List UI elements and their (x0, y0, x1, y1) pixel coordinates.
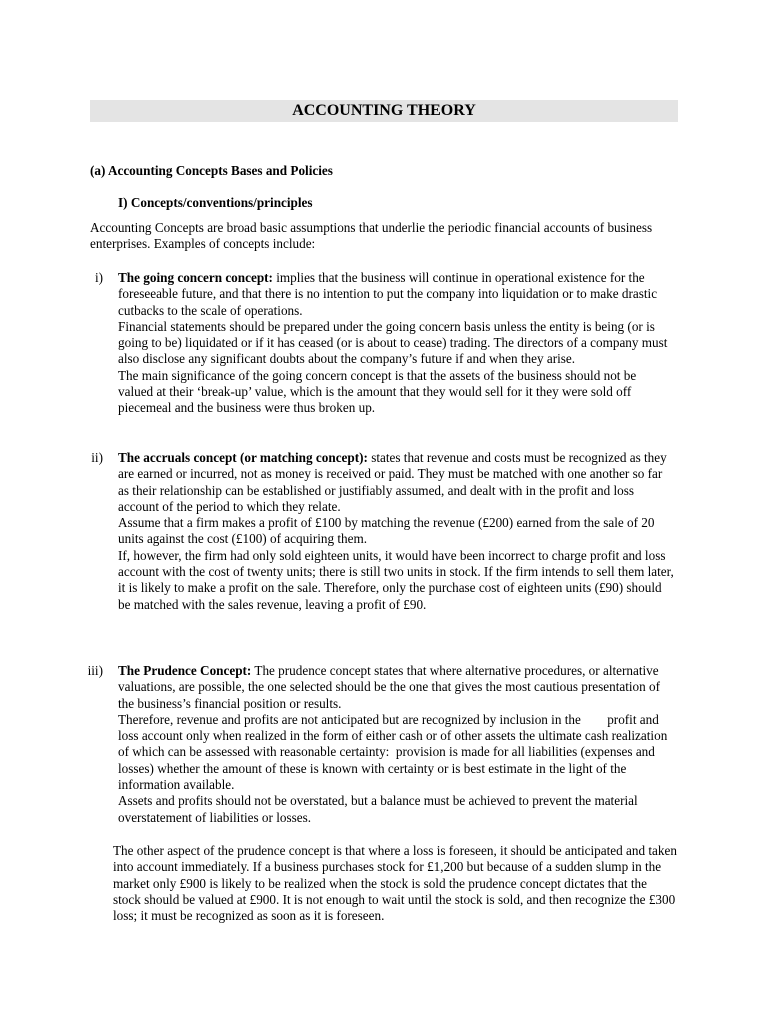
item-body (118, 270, 674, 417)
item-paragraph: If, however, the firm had only sold eighteen units, it would have been incorrect to charge profit and loss account with the cost of twenty units; there is still two units in stock. If the firm intends to sell them later, it is likely to make a profit on the sale. Therefore, only the purchase cost of eighteen units (£90) should be matched with the sales revenue, leaving a profit of £90. (118, 547, 674, 612)
item-number: i) (94, 270, 103, 285)
closing-paragraph: The other aspect of the prudence concept is that where a loss is foreseen, it should be anticipated and taken into account immediately. If a business purchases stock for £1,200 but because of a sudden slump in the market only £900 is likely to be realized when the stock is sold the prudence concept dictates that the stock should be valued at £900. It is not enough to wait until the stock is sold, and then recognize the £300 loss; it must be recognized as soon as it is foreseen. (113, 843, 677, 924)
item-lead-paragraph (118, 663, 674, 712)
item-paragraph: Financial statements should be prepared under the going concern basis unless the entity is being (or is going to be) liquidated or if it has ceased (or is about to cease) trading. The directors of a company must also disclose any significant doubts about the company’s future if and when they arise. (118, 318, 668, 367)
item-term: The going concern concept: (118, 270, 273, 285)
item-paragraph: Assume that a firm makes a profit of £100 by matching the revenue (£200) earned from the sale of 20 units against the cost (£100) of acquiring them. (118, 515, 655, 547)
item-term: The accruals concept (or matching concept): (118, 450, 368, 465)
item-lead-text: The prudence concept states that where alternative procedures, or alternative valuations, are possible, the one selected should be the one that gives the most cautious presentation of the business’s financial position or results. (118, 663, 661, 711)
item-lead-paragraph (118, 450, 674, 515)
item-body (118, 663, 674, 826)
item-number: ii) (91, 450, 103, 465)
section-heading-a: (a) Accounting Concepts Bases and Policies (90, 163, 333, 178)
intro-paragraph: Accounting Concepts are broad basic assumptions that underlie the periodic financial accounts of business enterprises. Examples of concepts include: (90, 220, 653, 252)
item-paragraph: Assets and profits should not be overstated, but a balance must be achieved to prevent the material overstatement of liabilities or losses. (118, 793, 638, 825)
item-lead-paragraph (118, 270, 674, 319)
item-number: iii) (87, 663, 103, 678)
item-paragraph: Therefore, revenue and profits are not anticipated but are recognized by inclusion in the profit and loss account only when realized in the form of either cash or of other assets the ultimate cash realization of which can be assessed with reasonable certainty: provision is made for all liabilities (expenses and losses) whether the amount of these is known with certainty or is best estimate in the light of the information available. (118, 711, 671, 793)
item-body (118, 450, 674, 613)
page-title: ACCOUNTING THEORY (90, 100, 678, 122)
item-term: The Prudence Concept: (118, 663, 252, 678)
subsection-heading-i: I) Concepts/conventions/principles (118, 195, 313, 210)
item-lead-text: states that revenue and costs must be recognized as they are earned or incurred, not as money is received or paid. They must be matched with one another so far as their relationship can be established or justifiably assumed, and dealt with in the profit and loss account of the period to which they relate. (118, 450, 667, 514)
item-lead-text: implies that the business will continue in operational existence for the foreseeable future, and that there is no intention to put the company into liquidation or to make drastic cutbacks to the scale of operations. (118, 270, 658, 318)
item-paragraph: The main significance of the going concern concept is that the assets of the business should not be valued at their ‘break-up’ value, which is the amount that they would sell for it they were sold off piecemeal and the business were thus broken up. (118, 367, 637, 416)
